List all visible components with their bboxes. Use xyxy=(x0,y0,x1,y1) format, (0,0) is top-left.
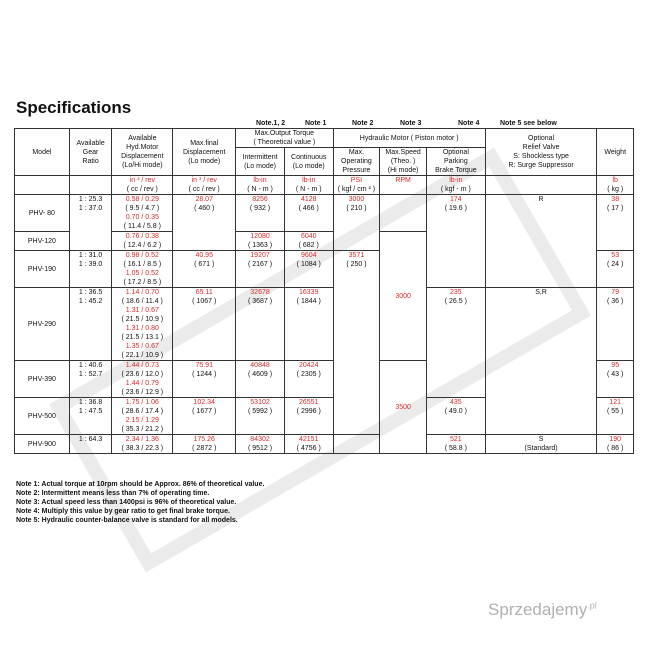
speed-cell xyxy=(380,195,427,232)
intermittent-cell: 32678 ( 3687 ) xyxy=(236,288,285,361)
note-header-1: Note 1 xyxy=(305,120,327,127)
note-header-1-2: Note.1, 2 xyxy=(256,120,286,127)
continuous-cell: 26551 ( 2996 ) xyxy=(284,398,333,435)
units-row xyxy=(15,176,634,195)
table-row xyxy=(15,288,634,361)
pressure-cell xyxy=(333,435,380,454)
pressure-cell: 3571 ( 250 ) xyxy=(333,251,380,435)
header-relief: Optional Relief Valve S: Shockless type R: Surge Suppressor xyxy=(485,129,597,176)
model-cell: PHV-390 xyxy=(15,361,70,398)
note-2: Note 2: Intermittent means less than 7% of operating time. xyxy=(16,490,210,497)
header-weight: Weight xyxy=(597,129,634,176)
unit-pressure: PSI ( kgf / cm ² ) xyxy=(333,176,380,195)
header-hydraulic-motor: Hydraulic Motor ( Piston motor ) xyxy=(333,129,485,148)
header-model: Model xyxy=(15,129,70,176)
gear-ratio-cell: 1 : 25.3 1 : 37.0 xyxy=(69,195,112,251)
max-final-cell: 175.26 ( 2872 ) xyxy=(173,435,236,454)
continuous-cell: 16339 ( 1844 ) xyxy=(284,288,333,361)
weight-cell: 53 ( 24 ) xyxy=(597,251,634,288)
weight-cell: 121 ( 55 ) xyxy=(597,398,634,435)
parking-cell: 435 ( 49.0 ) xyxy=(426,398,485,435)
speed-cell: 3500 xyxy=(380,361,427,454)
gear-ratio-cell: 1 : 36.8 1 : 47.5 xyxy=(69,398,112,435)
page-title: Specifications xyxy=(16,98,132,117)
displacement-cell: 1.14 / 0.70 ( 18.6 / 11.4 ) 1.31 / 0.67 ( 21.5 / 10.9 ) 1.31 / 0.80 ( 21.5 / 13.1 ) 1.35 / 0.67 ( 22.1 / 10.9 ) xyxy=(112,288,173,361)
intermittent-cell: 8256 ( 932 ) xyxy=(236,195,285,232)
gear-ratio-cell: 1 : 36.5 1 : 45.2 xyxy=(69,288,112,361)
relief-cell: S (Standard) xyxy=(485,435,597,454)
note-header-3: Note 3 xyxy=(400,120,422,127)
unit-continuous: lb-in ( N - m ) xyxy=(284,176,333,195)
header-parking: Optional Parking Brake Torque xyxy=(426,148,485,176)
weight-cell: 95 ( 43 ) xyxy=(597,361,634,398)
intermittent-cell: 19207 ( 2167 ) xyxy=(236,251,285,288)
weight-cell: 38 ( 17 ) xyxy=(597,195,634,251)
parking-cell: 235 ( 26.5 ) xyxy=(426,288,485,398)
specifications-table xyxy=(14,128,634,454)
note-3: Note 3: Actual speed less than 1400psi is 96% of theoretical value. xyxy=(16,499,237,506)
intermittent-cell: 40848 ( 4609 ) xyxy=(236,361,285,398)
displacement-cell: 1.75 / 1.06 ( 28.6 / 17.4 ) 2.15 / 1.29 ( 35.3 / 21.2 ) xyxy=(112,398,173,435)
weight-cell: 190 ( 86 ) xyxy=(597,435,634,454)
speed-cell: 3000 xyxy=(380,232,427,361)
model-cell: PHV-120 xyxy=(15,232,70,251)
note-header-4: Note 4 xyxy=(458,120,480,127)
unit-intermittent: lb-in ( N - m ) xyxy=(236,176,285,195)
intermittent-cell: 12080 ( 1363 ) xyxy=(236,232,285,251)
model-cell: PHV-900 xyxy=(15,435,70,454)
displacement-cell: 0.76 / 0.38 ( 12.4 / 6.2 ) xyxy=(112,232,173,251)
displacement-cell: 0.58 / 0.29 ( 9.5 / 4.7 ) 0.70 / 0.35 ( 11.4 / 5.8 ) xyxy=(112,195,173,232)
weight-cell: 79 ( 36 ) xyxy=(597,288,634,361)
notes xyxy=(16,480,264,525)
model-cell: PHV-190 xyxy=(15,251,70,288)
header-max-speed: Max.Speed (Theo. ) (Hi mode) xyxy=(380,148,427,176)
parking-cell: 521 ( 58.8 ) xyxy=(426,435,485,454)
unit-hyd-motor: in ³ / rev ( cc / rev ) xyxy=(112,176,173,195)
gear-ratio-cell: 1 : 40.6 1 : 52.7 xyxy=(69,361,112,398)
note-4: Note 4: Multiply this value by gear ratio to get final brake torque. xyxy=(16,508,230,515)
header-max-output: Max.Output Torque ( Theoretical value ) xyxy=(236,129,333,148)
gear-ratio-cell: 1 : 64.3 xyxy=(69,435,112,454)
intermittent-cell: 84302 ( 9512 ) xyxy=(236,435,285,454)
model-cell: PHV-500 xyxy=(15,398,70,435)
max-final-cell: 40.95 ( 671 ) xyxy=(173,251,236,288)
max-final-cell: 75.91 ( 1244 ) xyxy=(173,361,236,398)
displacement-cell: 1.44 / 0.73 ( 23.6 / 12.0 ) 1.44 / 0.79 ( 23.6 / 12.9 ) xyxy=(112,361,173,398)
header-gear-ratio: Available Gear Ratio xyxy=(69,129,112,176)
model-cell: PHV-290 xyxy=(15,288,70,361)
continuous-cell: 42151 ( 4756 ) xyxy=(284,435,333,454)
note-1: Note 1: Actual torque at 10rpm should be Approx. 86% of theoretical value. xyxy=(16,481,265,488)
continuous-cell: 9604 ( 1084 ) xyxy=(284,251,333,288)
header-continuous: Continuous (Lo mode) xyxy=(284,148,333,176)
pressure-cell: 3000 ( 210 ) xyxy=(333,195,380,251)
unit-speed: RPM xyxy=(380,176,427,195)
displacement-cell: 0.98 / 0.52 ( 16.1 / 8.5 ) 1.05 / 0.52 ( 17.2 / 8.5 ) xyxy=(112,251,173,288)
note-header-5: Note 5 see below xyxy=(500,120,557,127)
header-hyd-motor: Available Hyd.Motor Displacement (Lo/Hi mode) xyxy=(112,129,173,176)
max-final-cell: 102.34 ( 1677 ) xyxy=(173,398,236,435)
max-final-cell: 28.07 ( 460 ) xyxy=(173,195,236,251)
unit-parking: lb-in ( kgf - m ) xyxy=(426,176,485,195)
header-intermittent: Intermittent (Lo mode) xyxy=(236,148,285,176)
table-row xyxy=(15,195,634,232)
header-max-final: Max.final Displacement (Lo mode) xyxy=(173,129,236,176)
table-row xyxy=(15,435,634,454)
unit-max-final: in ³ / rev ( cc / rev ) xyxy=(173,176,236,195)
model-cell: PHV- 80 xyxy=(15,195,70,232)
continuous-cell: 20424 ( 2305 ) xyxy=(284,361,333,398)
relief-cell: R xyxy=(485,195,597,288)
unit-weight: lb ( kg ) xyxy=(597,176,634,195)
continuous-cell: 4128 ( 466 ) xyxy=(284,195,333,232)
parking-cell: 174 ( 19.6 ) xyxy=(426,195,485,288)
header-max-pressure: Max. Operating Pressure xyxy=(333,148,380,176)
intermittent-cell: 53102 ( 5992 ) xyxy=(236,398,285,435)
note-header-2: Note 2 xyxy=(352,120,374,127)
relief-cell: S,R xyxy=(485,288,597,435)
continuous-cell: 6040 ( 682 ) xyxy=(284,232,333,251)
max-final-cell: 65.11 ( 1067 ) xyxy=(173,288,236,361)
displacement-cell: 2.34 / 1.36 ( 38.3 / 22.3 ) xyxy=(112,435,173,454)
note-5: Note 5: Hydraulic counter-balance valve is standard for all models. xyxy=(16,517,238,524)
site-logo: Sprzedajemy$^{.pl}$ xyxy=(488,600,597,619)
gear-ratio-cell: 1 : 31.0 1 : 39.0 xyxy=(69,251,112,288)
